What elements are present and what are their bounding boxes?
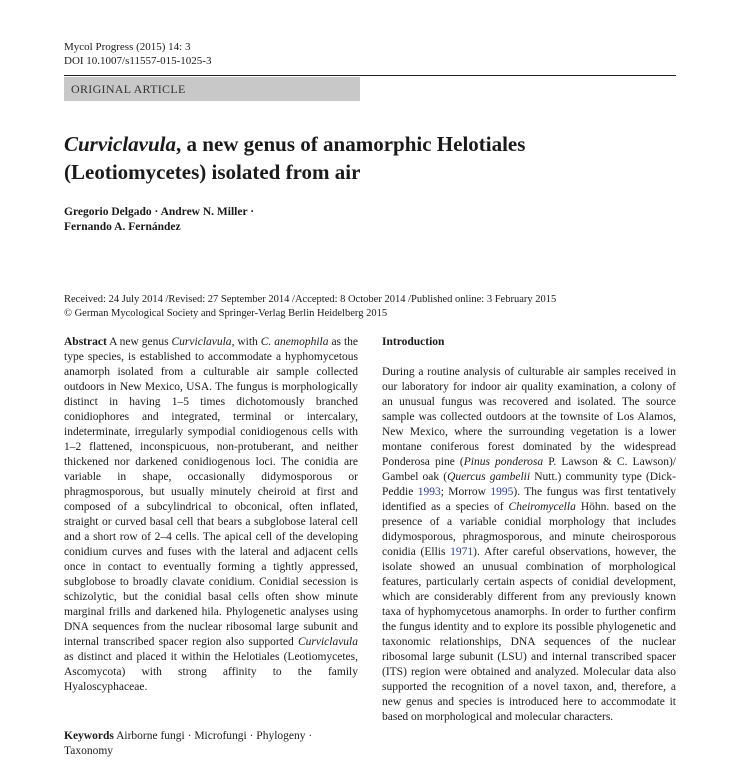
copyright-line: © German Mycological Society and Springer-Verlag Berlin Heidelberg 2015 bbox=[64, 307, 388, 319]
title-genus: Curviclavula bbox=[64, 132, 177, 156]
keywords-text: Airborne fungi · Microfungi · Phylogeny · Taxonomy bbox=[64, 730, 313, 757]
author-list bbox=[64, 205, 564, 235]
intro-text: During a routine analysis of culturable air samples received in our laboratory for indoor air quality examination, a colony of an unusual fungus was recovered and isolated. The source sample was collected outdoors at the townsite of Los Alamos, New Mexico, where the surrounding vegetation is a lower montane coniferous forest dominated by the widespread Ponderosa pine ( bbox=[382, 366, 676, 468]
history-dates: Received: 24 July 2014 /Revised: 27 September 2014 /Accepted: 8 October 2014 /Published online: 3 February 2015 bbox=[64, 294, 557, 305]
abstract bbox=[64, 335, 358, 695]
authors-line-2: Fernando A. Fernández bbox=[64, 221, 181, 233]
citation-link[interactable]: 1995 bbox=[490, 486, 514, 498]
intro-taxon: Quercus gambelii bbox=[447, 471, 531, 483]
introduction-heading: Introduction bbox=[382, 336, 445, 348]
abstract-taxon: C. anemophila bbox=[260, 336, 329, 348]
citation-link[interactable]: 1993 bbox=[417, 486, 441, 498]
abstract-text: , with bbox=[231, 336, 261, 348]
title-rest: , a new genus of anamorphic Helotiales (Leotiomycetes) isolated from air bbox=[64, 132, 526, 184]
intro-text: P. Lawson & C. Lawson)/ Gambel oak ( bbox=[382, 456, 676, 483]
intro-text: ; Morrow bbox=[440, 486, 491, 498]
intro-taxon: Pinus ponderosa bbox=[463, 456, 544, 468]
intro-text: ). After careful observations, however, the isolate showed an unusual combination of morphological features, particularly certain aspects of conidial development, which are considerably different from any previously known taxa of hyphomycetous anamorphs. In order to further confirm the fungus identity and to explore its possible phylogenetic and taxonomic relationships, DNA sequences of the nuclear ribosomal large subunit (LSU) and internal transcribed spacer (ITS) region were obtained and analyzed. Molecular data also supported the recognition of a novel taxon, and, therefore, a new genus and species is introduced here to accommodate it based on morphological and molecular characters. bbox=[382, 546, 676, 723]
keywords bbox=[64, 729, 358, 759]
article-title bbox=[64, 130, 664, 186]
intro-taxon: Cheiromycella bbox=[508, 501, 576, 513]
left-column bbox=[64, 335, 358, 759]
doi: DOI 10.1007/s11557-015-1025-3 bbox=[64, 55, 212, 67]
keywords-label: Keywords bbox=[64, 730, 114, 742]
journal-citation: Mycol Progress (2015) 14: 3 bbox=[64, 41, 191, 53]
abstract-label: Abstract bbox=[64, 336, 107, 348]
intro-text: Höhn. based on the presence of a variable conidial morphology that includes didymosporous, phragmosporous, and minute cheirosporous conidia (Ellis bbox=[382, 501, 676, 558]
journal-info bbox=[64, 40, 211, 68]
authors-line-1: Gregorio Delgado · Andrew N. Miller · bbox=[64, 206, 255, 218]
abstract-taxon: Curviclavula bbox=[171, 336, 232, 348]
abstract-taxon: Curviclavula bbox=[297, 636, 358, 648]
right-column bbox=[382, 335, 676, 725]
intro-text: ). The fungus was first tentatively identified as a species of bbox=[382, 486, 676, 513]
publication-history bbox=[64, 293, 704, 320]
abstract-text: as the type species, is established to accommodate a hyphomycetous anamorph isolated from a culturable air sample collected outdoors in New Mexico, USA. The fungus is morphologically distinct in having 1–5 times dichotomously branched conidiophores and integrated, terminal or intercalary, indeterminate, irregularly sympodial conidiogenous cells with 1–2 flattened, inconspicuous, non-protuberant, and neither thickened nor darkened conidiogenous loci. The conidia are variable in shape, occasionally didymosporous or phragmosporous, but usually minutely cheiroid at first and composed of a subcylindrical to obconical, often inflated, straight or curved basal cell that bears a subglobose lateral cell and a short row of 2–4 cells. The apical cell of the developing conidium curves and fuses with the lateral and adjacent cells once in contact to eventually forming a tightly appressed, subglobose to broadly clavate conidium. Conidial secession is schizolytic, but the conidial basal cells often show minute marginal frills and darkened hila. Phylogenetic analyses using DNA sequences from the nuclear ribosomal large subunit and internal transcribed spacer region also supported bbox=[64, 336, 358, 648]
article-type-banner: ORIGINAL ARTICLE bbox=[64, 77, 360, 101]
citation-link[interactable]: 1971 bbox=[450, 546, 474, 558]
abstract-text: A new genus bbox=[106, 336, 172, 348]
intro-text: Nutt.) community type (Dick-Peddie bbox=[382, 471, 676, 498]
header-rule bbox=[64, 75, 676, 76]
introduction-text bbox=[382, 365, 676, 725]
abstract-text: as distinct and placed it within the Helotiales (Leotiomycetes, Ascomycota) with strong affinity to the family Hyaloscyphaceae. bbox=[64, 651, 358, 693]
